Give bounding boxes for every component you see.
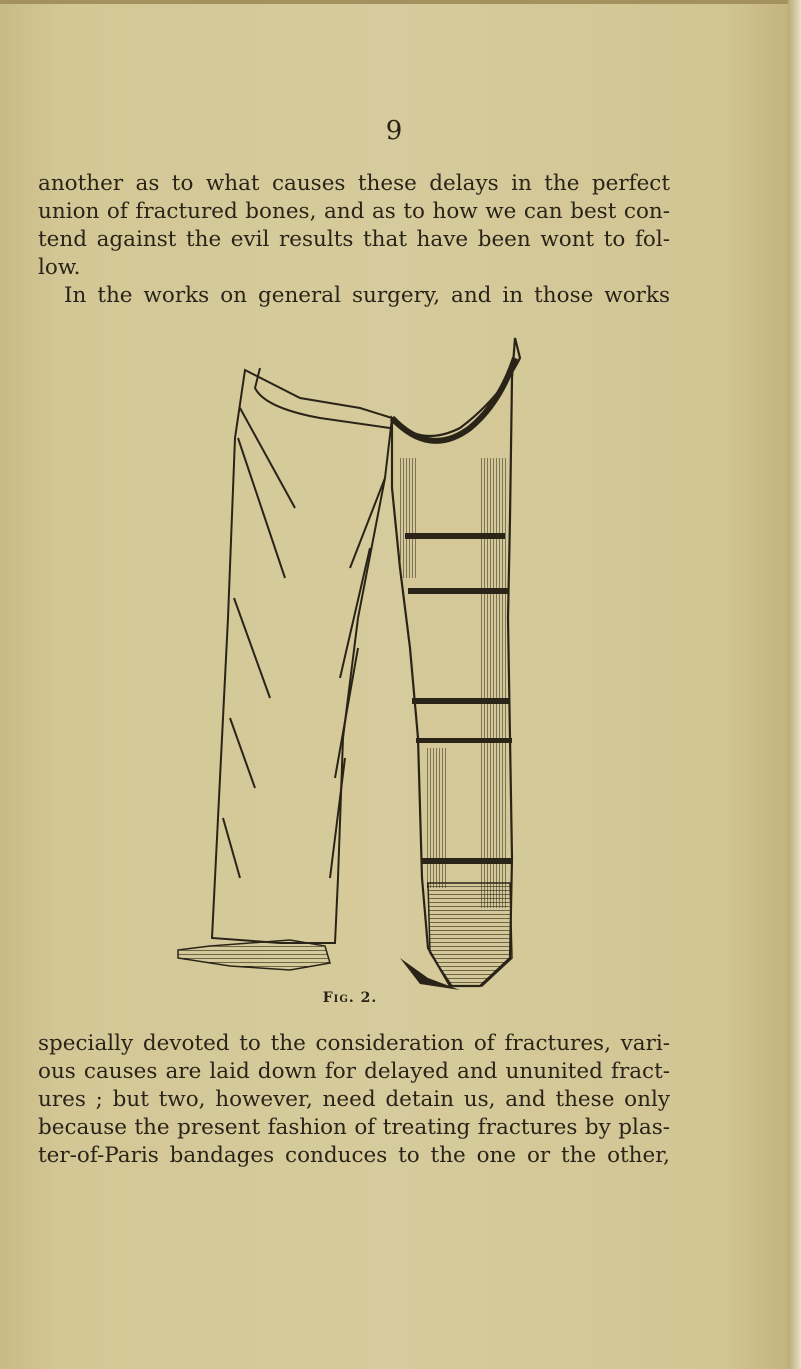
- figure-caption: Fig. 2.: [322, 990, 378, 1006]
- text-line: because the present fashion of treating fractures by plas-: [38, 1115, 670, 1140]
- plaster-bandaged-leg-illustration: [160, 318, 540, 1000]
- cast-left-shell: [212, 368, 392, 943]
- paragraph-after-figure: [38, 1030, 670, 1170]
- text-line: specially devoted to the consideration of fractures, vari-: [38, 1031, 670, 1056]
- text-line: ures ; but two, however, need detain us, and these only: [38, 1087, 670, 1112]
- text-line: union of fractured bones, and as to how we can best con-: [38, 199, 670, 224]
- text-line: In the works on general surgery, and in those works: [64, 283, 670, 308]
- text-line: another as to what causes these delays in the perfect: [38, 171, 670, 196]
- text-line: ter-of-Paris bandages conduces to the one or the other,: [38, 1143, 670, 1168]
- cast-left-foot: [178, 940, 330, 970]
- paragraph-before-figure: [38, 170, 670, 310]
- page-right-edge: [788, 0, 801, 1369]
- text-line: tend against the evil results that have been wont to fol-: [38, 227, 670, 252]
- bandaged-leg: [392, 338, 520, 990]
- page-top-edge: [0, 0, 788, 4]
- text-line: low.: [38, 255, 81, 280]
- text-line: ous causes are laid down for delayed and ununited fract-: [38, 1059, 670, 1084]
- page-number: 9: [385, 116, 403, 146]
